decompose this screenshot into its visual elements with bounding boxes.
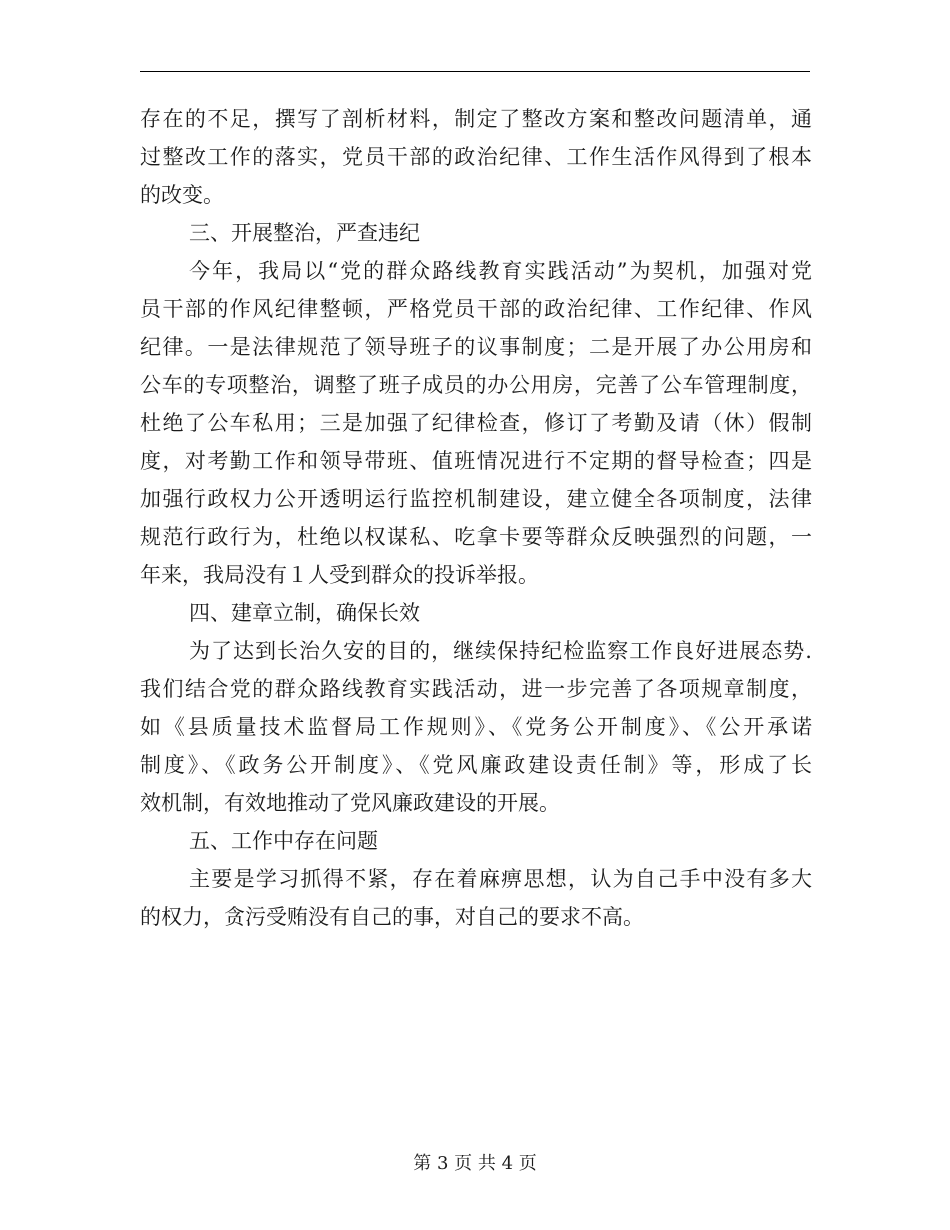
body-line: 存在的不足，撰写了剖析材料，制定了整改方案和整改问题清单，通 [140, 107, 812, 131]
body-line: 加强行政权力公开透明运行监控机制建设，建立健全各项制度，法律 [140, 487, 812, 511]
body-line: 公车的专项整治，调整了班子成员的办公用房，完善了公车管理制度， [140, 373, 812, 397]
header-rule [140, 71, 810, 72]
body-line: 今年，我局以“党的群众路线教育实践活动”为契机，加强对党 [189, 259, 812, 283]
section-heading-4: 四、建章立制，确保长效 [189, 601, 420, 625]
body-line: 的改变。 [140, 183, 224, 207]
body-line: 制度》、《政务公开制度》、《党风廉政建设责任制》等，形成了长 [140, 753, 812, 777]
body-line: 员干部的作风纪律整顿，严格党员干部的政治纪律、工作纪律、作风 [140, 297, 812, 321]
body-line: 我们结合党的群众路线教育实践活动，进一步完善了各项规章制度， [140, 677, 812, 701]
document-body [140, 100, 812, 936]
body-line: 规范行政行为，杜绝以权谋私、吃拿卡要等群众反映强烈的问题，一 [140, 525, 812, 549]
page-number-footer: 第 3 页 共 4 页 [413, 1153, 537, 1174]
body-line: 效机制，有效地推动了党风廉政建设的开展。 [140, 791, 560, 815]
body-line: 过整改工作的落实，党员干部的政治纪律、工作生活作风得到了根本 [140, 145, 812, 169]
body-line: 主要是学习抓得不紧，存在着麻痹思想，认为自己手中没有多大 [189, 867, 812, 891]
body-line: 的权力，贪污受贿没有自己的事，对自己的要求不高。 [140, 905, 644, 929]
body-line: 如《县质量技术监督局工作规则》、《党务公开制度》、《公开承诺 [140, 715, 812, 739]
body-line: 杜绝了公车私用；三是加强了纪律检查，修订了考勤及请（休）假制 [140, 411, 812, 435]
body-line: 纪律。一是法律规范了领导班子的议事制度；二是开展了办公用房和 [140, 335, 812, 359]
body-line: 为了达到长治久安的目的，继续保持纪检监察工作良好进展态势. [189, 639, 812, 663]
body-line: 年来，我局没有１人受到群众的投诉举报。 [140, 563, 539, 587]
section-heading-5: 五、工作中存在问题 [189, 829, 378, 853]
section-heading-3: 三、开展整治，严查违纪 [189, 221, 420, 245]
body-line: 度，对考勤工作和领导带班、值班情况进行不定期的督导检查；四是 [140, 449, 812, 473]
